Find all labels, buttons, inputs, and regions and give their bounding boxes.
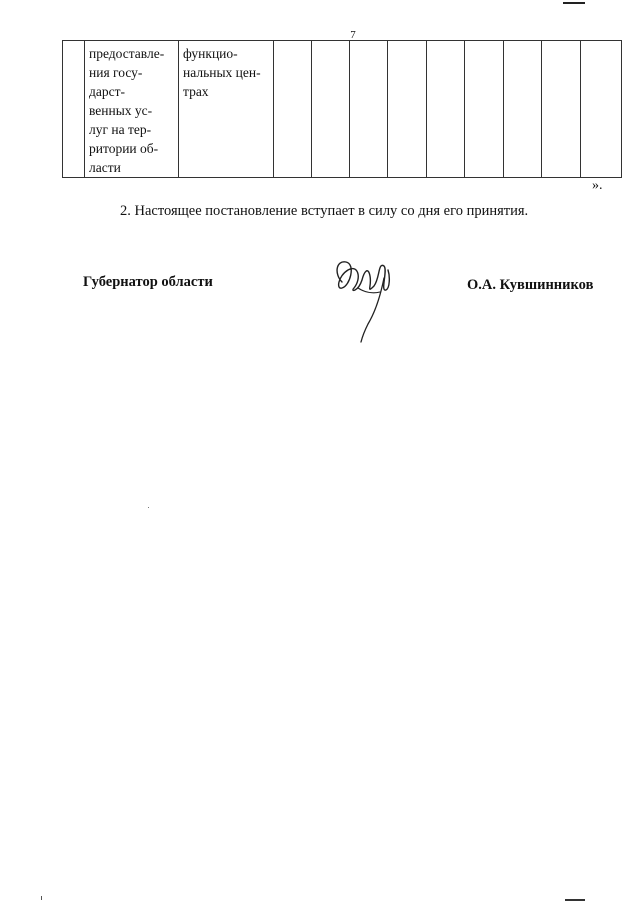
signatory-title: Губернатор области [83, 274, 213, 290]
table-cell [504, 41, 542, 178]
table-cell-place: функцио- нальных цен- трах [179, 41, 274, 178]
table-cell [274, 41, 312, 178]
table-cell [581, 41, 622, 178]
page-number: 7 [350, 29, 356, 41]
scan-speck [148, 507, 149, 508]
top-scan-mark [563, 2, 585, 6]
clause-text: 2. Настоящее постановление вступает в силу со дня его принятия. [120, 203, 529, 219]
table-cell [388, 41, 427, 178]
table-cell [465, 41, 504, 178]
table-cell [350, 41, 388, 178]
table-row [63, 41, 622, 178]
table-cell [63, 41, 85, 178]
table-cell [312, 41, 350, 178]
handwritten-signature [328, 252, 398, 344]
closing-quote: ». [592, 178, 603, 193]
table-cell [427, 41, 465, 178]
continuation-table [62, 40, 622, 178]
table-cell-service: предоставле- ния госу- дарст- венных ус- луг на тер- ритории об- ласти [85, 41, 179, 178]
table-cell [542, 41, 581, 178]
scan-tick [41, 896, 42, 900]
bottom-scan-mark [565, 899, 585, 903]
signatory-name: О.А. Кувшинников [467, 277, 594, 293]
